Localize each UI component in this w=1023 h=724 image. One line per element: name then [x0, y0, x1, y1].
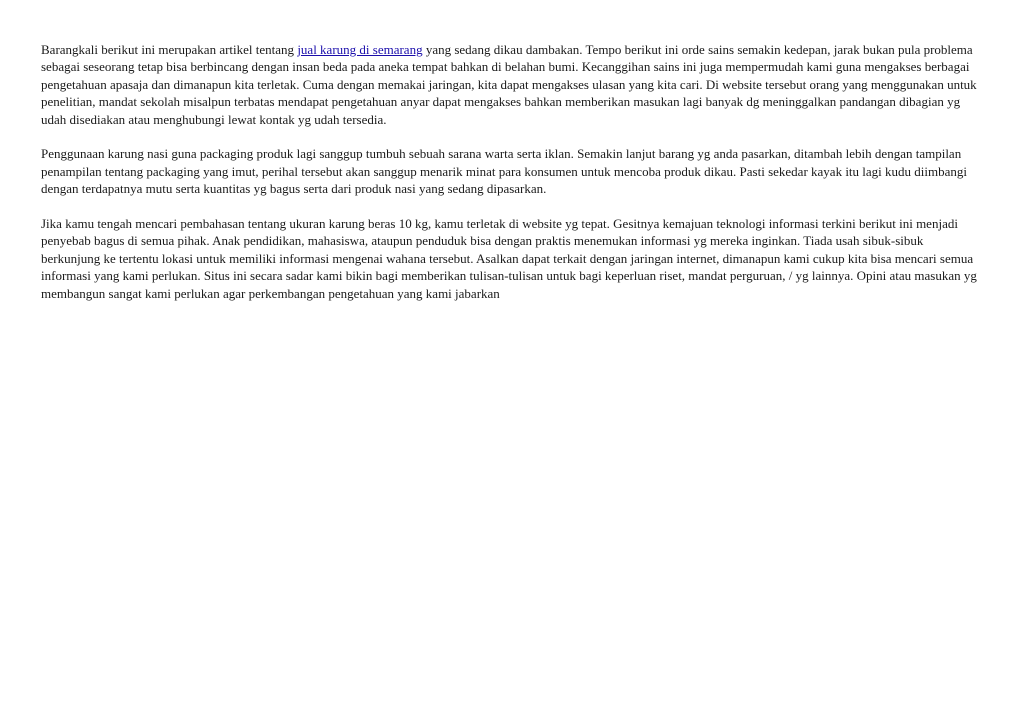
- jual-karung-link[interactable]: jual karung di semarang: [297, 42, 423, 57]
- paragraph-packaging: Penggunaan karung nasi guna packaging produk lagi sanggup tumbuh sebuah sarana warta serta iklan. Semakin lanjut barang yg anda pasarkan, ditambah lebih dengan tampilan penampilan tentang packaging yang imut, perihal tersebut akan sanggup menarik minat para konsumen untuk mencoba produk dikau. Pasti sekedar kayak itu lagi kudu diimbangi dengan terdapatnya mutu serta kuantitas yg bagus serta dari produk nasi yang sedang dipasarkan.: [41, 146, 968, 197]
- paragraph-intro-text-end: yang sedang dikau dambakan. Tempo berikut ini orde sains semakin kedepan, jarak bukan pula problema sebagai seseorang tetap bisa berbincang dengan insan beda pada aneka tempat bahkan di belahan bumi. Kecanggihan sains ini juga mempermudah kami guna mengakses berbagai pengetahuan apasaja dan dimanapun kita terletak. Cuma dengan memakai jaringan, kita dapat mengakses ulasan yang kita cari. Di website tersebut orang yang menggunakan untuk penelitian, mandat sekolah misalpun terbatas mendapat pengetahuan anyar dapat mengakses bahkan memberikan masukan lagi banyak dg meninggalkan pandangan dibagian yg udah disediakan atau menghubungi lewat kontak yg udah tersedia.: [41, 42, 977, 127]
- document-body: [41, 41, 981, 319]
- paragraph-ukuran-karung: Jika kamu tengah mencari pembahasan tentang ukuran karung beras 10 kg, kamu terletak di website yg tepat. Gesitnya kemajuan teknologi informasi terkini berikut ini menjadi penyebab bagus di semua pihak. Anak pendidikan, mahasiswa, ataupun penduduk bisa dengan praktis menemukan informasi yg mereka inginkan. Tiada usah sibuk-sibuk berkunjung ke tertentu lokasi untuk memiliki informasi mengenai wahana tersebut. Asalkan dapat terkait dengan jaringan internet, dimanapun kami cukup kita bisa mencari semua informasi yang kami perlukan. Situs ini secara sadar kami bikin bagi memberikan tulisan-tulisan untuk bagi keperluan riset, mandat perguruan, / yg lainnya. Opini atau masukan yg membangun sangat kami perlukan agar perkembangan pengetahuan yang kami jabarkan: [41, 216, 977, 301]
- paragraph-intro-text-start: Barangkali berikut ini merupakan artikel tentang: [41, 42, 298, 57]
- paragraph-intro: [41, 41, 981, 128]
